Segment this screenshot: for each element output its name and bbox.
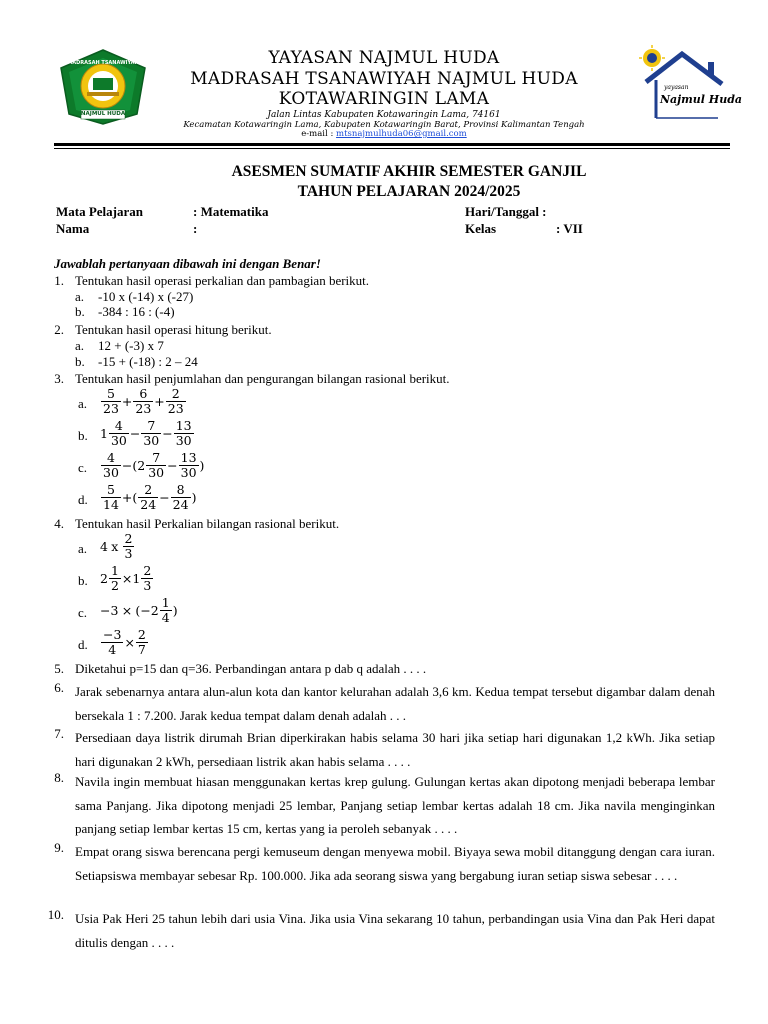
fraction: $\frac{4}{30}$ xyxy=(110,418,127,448)
question-number: 6. xyxy=(54,680,64,695)
question-text: Tentukan hasil penjumlahan dan pengurangan bilangan rasional berikut. xyxy=(75,371,450,386)
item-label: b. xyxy=(78,428,88,443)
fraction: $\frac{4}{30}$ xyxy=(103,450,119,480)
yayasan-name-text: Najmul Huda xyxy=(660,93,743,106)
fraction: $\frac{1}{4}$ xyxy=(161,595,170,625)
fraction: $\frac{2}{24}$ xyxy=(140,482,157,512)
item-expression: -10 x (-14) x (-27) xyxy=(98,289,194,304)
item-label: a. xyxy=(78,396,88,411)
item-label: b. xyxy=(78,573,88,588)
foundation-name: YAYASAN NAJMUL HUDA xyxy=(268,48,500,68)
address-line-1: Jalan Lintas Kabupaten Kotawaringin Lama, 74161 xyxy=(267,110,501,120)
math-expression: 1 $\frac{4}{30}$ − $\frac{7}{30}$ − $\frac{13}{30}$ xyxy=(100,418,192,448)
fraction: $\frac{13}{30}$ xyxy=(175,418,192,448)
item-expression: -384 : 16 : (-4) xyxy=(98,304,175,319)
question-text: Diketahui p=15 dan q=36. Perbandingan antara p dab q adalah . . . . xyxy=(75,661,427,676)
subject-value: : Matematika xyxy=(193,204,269,219)
math-expression: 2 $\frac{1}{2}$ ×1 $\frac{2}{3}$ xyxy=(100,563,152,593)
item-label: c. xyxy=(78,460,88,475)
question-text: Jarak sebenarnya antara alun-alun kota dan kantor kelurahan adalah 3,6 km. Kedua tempat tersebut digambar dalam denah bersekala 1 : 7.200. Jarak kedua tempat dalam denah adalah . . . xyxy=(75,684,715,723)
fraction: $\frac{2}{3}$ xyxy=(143,563,152,593)
fraction: $\frac{5}{14}$ xyxy=(103,482,119,512)
fraction: $\frac{2}{23}$ xyxy=(167,386,184,416)
question-text: Tentukan hasil Perkalian bilangan rasional berikut. xyxy=(75,516,340,531)
item-label: a. xyxy=(75,289,85,304)
item-label: b. xyxy=(75,354,85,369)
fraction: $\frac{7}{30}$ xyxy=(143,418,160,448)
class-label: Kelas xyxy=(465,221,497,236)
email-link[interactable]: mtsnajmulhuda06@gmail.com xyxy=(336,129,467,139)
question-text: Usia Pak Heri 25 tahun lebih dari usia Vina. Jika usia Vina sekarang 10 tahun, perbandingan usia Vina dan Pak Heri dapat ditulis dengan . . . . xyxy=(75,911,715,950)
question-text: Persediaan daya listrik dirumah Brian diperkirakan habis selama 30 hari jika setiap hari digunakan 1,2 kWh. Jika setiap hari digunakan 2 kWh, persediaan listrik akan habis selama . . . . xyxy=(75,730,715,769)
email-line xyxy=(0,129,768,139)
fraction: $\frac{8}{24}$ xyxy=(172,482,189,512)
class-value: : VII xyxy=(556,221,583,236)
question-text: Tentukan hasil operasi perkalian dan pambagian berikut. xyxy=(75,273,370,288)
math-expression: $\frac{5}{23}$ + $\frac{6}{23}$ + $\frac{2}{23}$ xyxy=(103,386,184,416)
item-label: a. xyxy=(78,541,88,556)
item-expression: 12 + (-3) x 7 xyxy=(98,338,164,353)
question-number: 4. xyxy=(54,516,64,531)
subject-label: Mata Pelajaran xyxy=(56,204,144,219)
math-expression: $\frac{4}{30}$ −(2 $\frac{7}{30}$ − $\frac{13}{30}$ ) xyxy=(103,450,205,480)
question-text: Tentukan hasil operasi hitung berikut. xyxy=(75,322,272,337)
question-number: 9. xyxy=(54,840,64,855)
exam-title: ASESMEN SUMATIF AKHIR SEMESTER GANJIL xyxy=(231,163,587,180)
logo-top-text: MADRASAH TSANAWIYAH xyxy=(67,60,139,66)
question-text: Empat orang siswa berencana pergi kemuseum dengan menyewa mobil. Biyaya sewa mobil ditanggung dengan cara iuran. Setiapsiswa membayar sebesar Rp. 100.000. Jika ada seorang siswa yang bergabung iuran setiap siswa sebesar . . . . xyxy=(75,844,715,883)
question-number: 8. xyxy=(54,770,64,785)
item-expression: -15 + (-18) : 2 – 24 xyxy=(98,354,198,369)
fraction: $\frac{2}{3}$ xyxy=(124,531,133,561)
date-label: Hari/Tanggal : xyxy=(465,204,547,219)
item-label: b. xyxy=(75,304,85,319)
header-rule-thin xyxy=(54,148,730,149)
fraction: $\frac{13}{30}$ xyxy=(180,450,197,480)
email-label: e-mail : xyxy=(301,129,334,139)
fraction: $\frac{5}{23}$ xyxy=(103,386,119,416)
fraction: $\frac{6}{23}$ xyxy=(135,386,152,416)
question-number: 3. xyxy=(54,371,64,386)
item-label: d. xyxy=(78,637,88,652)
math-expression: $\frac{5}{14}$ +( $\frac{2}{24}$ − $\frac{8}{24}$ ) xyxy=(103,482,197,512)
item-label: d. xyxy=(78,492,88,507)
name-value: : xyxy=(193,221,198,236)
academic-year: TAHUN PELAJARAN 2024/2025 xyxy=(297,183,521,200)
fraction: $\frac{2}{7}$ xyxy=(137,627,146,657)
question-number: 1. xyxy=(54,273,64,288)
question-number: 10. xyxy=(47,907,64,922)
math-expression: 4 x $\frac{2}{3}$ xyxy=(100,531,133,561)
school-name: MADRASAH TSANAWIYAH NAJMUL HUDA xyxy=(190,69,578,89)
header-rule-thick xyxy=(54,143,730,146)
question-number: 5. xyxy=(54,661,64,676)
logo-bottom-text: NAJMUL HUDA xyxy=(80,111,126,117)
fraction: $\frac{1}{2}$ xyxy=(110,563,119,593)
item-label: c. xyxy=(78,605,88,620)
item-label: a. xyxy=(75,338,85,353)
address-line-2: Kecamatan Kotawaringin Lama, Kabupaten Kotawaringin Barat, Provinsi Kalimantan Tengah xyxy=(183,120,585,130)
name-label: Nama xyxy=(56,221,90,236)
fraction: $\frac{7}{30}$ xyxy=(148,450,165,480)
question-text: Navila ingin membuat hiasan menggunakan kertas krep gulung. Gulungan kertas akan dipotong menjadi beberapa lembar sama Panjang. Jika dipotong menjadi 25 lembar, Panjang setiap lembar kertas adalah 18 cm. Jika navila menginginkan panjang setiap lembar kertas 15 cm, kertas yang ia peroleh sebanyak . . . . xyxy=(75,774,715,836)
yayasan-small-text: yayasan xyxy=(664,84,689,91)
math-expression: $\frac{-3}{4}$ × $\frac{2}{7}$ xyxy=(103,627,146,657)
math-expression: −3 × (−2 $\frac{1}{4}$ ) xyxy=(100,595,178,625)
question-number: 2. xyxy=(54,322,64,337)
instruction: Jawablah pertanyaan dibawah ini dengan Benar! xyxy=(54,256,321,271)
school-location: KOTAWARINGIN LAMA xyxy=(278,89,490,109)
question-number: 7. xyxy=(54,726,64,741)
fraction: $\frac{-3}{4}$ xyxy=(103,627,122,657)
